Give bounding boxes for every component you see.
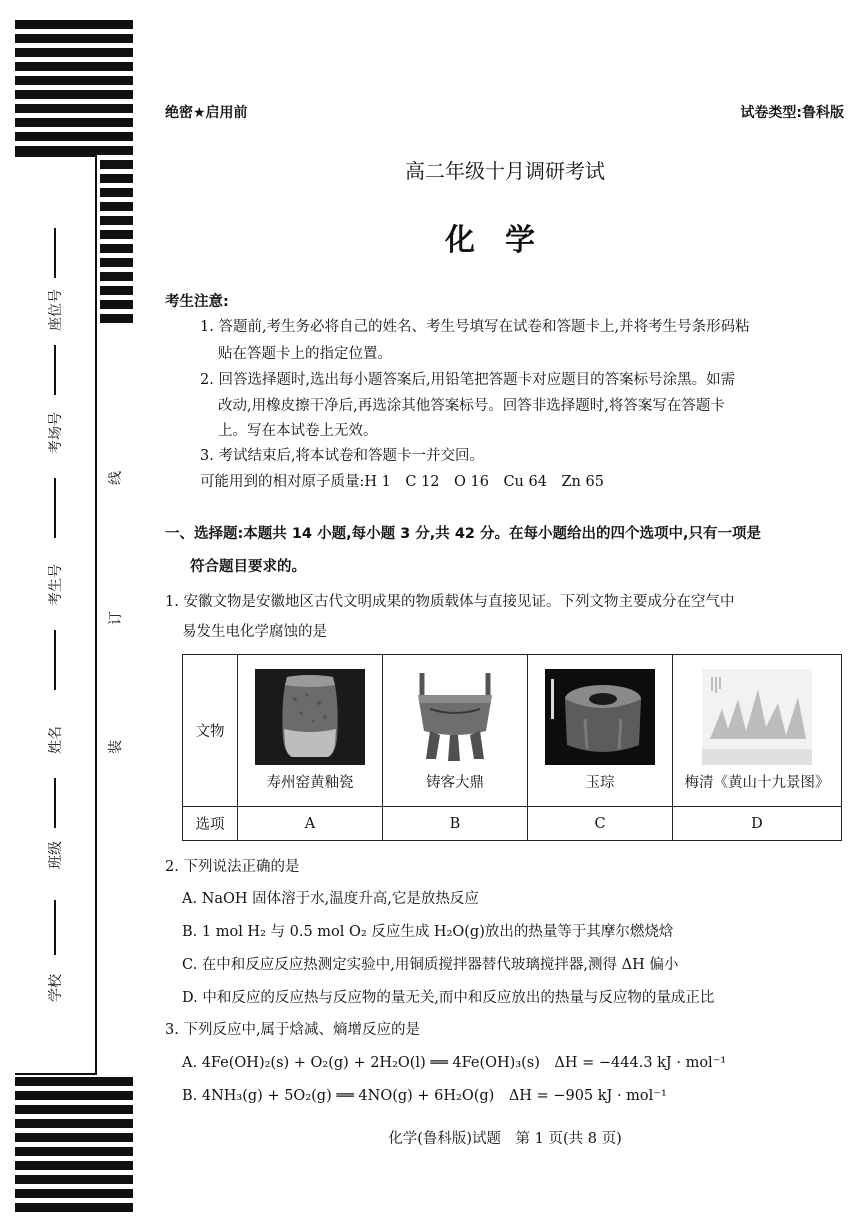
stripe <box>100 230 133 239</box>
binding-line <box>95 155 97 1075</box>
exam-title: 高二年级十月调研考试 <box>405 159 605 183</box>
stripe <box>100 258 133 267</box>
q2-option-c: C. 在中和反应反应热测定实验中,用铜质搅拌器替代玻璃搅拌器,测得 ΔH 偏小 <box>182 957 679 973</box>
artifact-name-c: 玉琮 <box>585 775 615 791</box>
seat-blank[interactable] <box>54 228 56 278</box>
stripe <box>15 1161 133 1170</box>
section-heading-cont: 符合题目要求的。 <box>190 559 306 575</box>
q3-option-b: B. 4NH₃(g) + 5O₂(g) ══ 4NO(g) + 6H₂O(g) ΔH = −905 kJ · mol⁻¹ <box>182 1088 667 1104</box>
stripe <box>100 188 133 197</box>
artifact-name-a: 寿州窑黄釉瓷 <box>266 775 354 791</box>
notice-item-2: 2. 回答选择题时,选出每小题答案后,用铅笔把答题卡对应题目的答案标号涂黑。如需 <box>200 372 736 388</box>
artifact-name-d: 梅清《黄山十九景图》 <box>684 775 830 791</box>
q1-stem: 1. 安徽文物是安徽地区古代文明成果的物质载体与直接见证。下列文物主要成分在空气中 <box>165 594 735 610</box>
stripe <box>15 104 133 113</box>
q2-stem: 2. 下列说法正确的是 <box>165 859 300 875</box>
room-label: 考场号 <box>48 412 64 454</box>
stripe <box>15 1189 133 1198</box>
artifact-cell-a <box>238 655 383 807</box>
jade-cong-image <box>545 669 655 765</box>
stripe <box>15 1175 133 1184</box>
exam-no-label: 考生号 <box>48 564 64 606</box>
stripe <box>100 174 133 183</box>
stripe <box>15 1147 133 1156</box>
page-footer: 化学(鲁科版)试题 第 1 页(共 8 页) <box>388 1131 622 1147</box>
name-blank[interactable] <box>54 630 56 690</box>
q1-stem-cont: 易发生电化学腐蚀的是 <box>182 624 327 640</box>
artifact-cell-c <box>528 655 673 807</box>
landscape-painting-image <box>702 669 812 765</box>
stripe <box>100 272 133 281</box>
class-label: 班级 <box>48 841 64 869</box>
room-blank[interactable] <box>54 345 56 395</box>
row-label-artifact: 文物 <box>183 655 238 807</box>
confidential-mark: 绝密★启用前 <box>165 105 248 121</box>
stripe <box>15 118 133 127</box>
school-label: 学校 <box>48 974 64 1002</box>
stripe <box>100 244 133 253</box>
stripe <box>15 1203 133 1212</box>
seat-label: 座位号 <box>48 289 64 331</box>
stripe <box>100 314 133 323</box>
notice-item-3: 3. 考试结束后,将本试卷和答题卡一并交回。 <box>200 448 485 464</box>
name-label: 姓名 <box>48 726 64 754</box>
row-label-option: 选项 <box>183 807 238 841</box>
stripe <box>15 76 133 85</box>
section-heading: 一、选择题:本题共 14 小题,每小题 3 分,共 42 分。在每小题给出的四个选项中,只有一项是 <box>165 526 762 542</box>
q2-option-d: D. 中和反应的反应热与反应物的量无关,而中和反应放出的热量与反应物的量成正比 <box>182 990 715 1006</box>
stripe <box>15 1077 133 1086</box>
stripe <box>15 1119 133 1128</box>
notice-item-2-cont: 改动,用橡皮擦干净后,再选涂其他答案标号。回答非选择题时,将答案写在答题卡 <box>218 398 725 414</box>
stripe <box>100 202 133 211</box>
stripe <box>100 300 133 309</box>
q3-option-a: A. 4Fe(OH)₂(s) + O₂(g) + 2H₂O(l) ══ 4Fe(OH)₃(s) ΔH = −444.3 kJ · mol⁻¹ <box>182 1055 727 1071</box>
bind-line-mark: 线 <box>108 471 124 485</box>
artifact-cell-d <box>673 655 842 807</box>
artifact-name-b: 铸客大鼎 <box>426 775 484 791</box>
notice-item-2-cont2: 上。写在本试卷上无效。 <box>218 423 378 439</box>
exam-no-blank[interactable] <box>54 478 56 538</box>
atomic-masses: 可能用到的相对原子质量:H 1 C 12 O 16 Cu 64 Zn 65 <box>200 474 604 490</box>
stripe <box>15 20 133 29</box>
porcelain-jar-image <box>255 669 365 765</box>
stripe <box>15 48 133 57</box>
option-d: D <box>673 807 842 841</box>
stripe <box>15 1133 133 1142</box>
subject-title: 化学 <box>445 223 565 258</box>
stripe <box>15 90 133 99</box>
paper-type: 试卷类型:鲁科版 <box>740 105 844 121</box>
stripe <box>100 286 133 295</box>
stripe <box>100 160 133 169</box>
q3-stem: 3. 下列反应中,属于焓减、熵增反应的是 <box>165 1022 421 1038</box>
bind-order-mark: 订 <box>108 611 124 625</box>
notice-item-1-cont: 贴在答题卡上的指定位置。 <box>218 346 392 362</box>
option-a: A <box>238 807 383 841</box>
artifact-cell-b <box>383 655 528 807</box>
stripe <box>15 146 133 155</box>
binding-line <box>15 155 97 157</box>
binding-line <box>15 1073 97 1075</box>
stripe <box>15 62 133 71</box>
school-blank[interactable] <box>54 900 56 955</box>
stripe <box>15 132 133 141</box>
q2-option-b: B. 1 mol H₂ 与 0.5 mol O₂ 反应生成 H₂O(g)放出的热量等于其摩尔燃烧焓 <box>182 924 674 940</box>
artifact-table <box>182 654 842 841</box>
bind-install-mark: 装 <box>108 740 124 754</box>
option-c: C <box>528 807 673 841</box>
bronze-ding-image <box>400 669 510 765</box>
stripe <box>15 34 133 43</box>
stripe <box>15 1105 133 1114</box>
notice-heading: 考生注意: <box>165 294 229 310</box>
stripe <box>100 216 133 225</box>
option-b: B <box>383 807 528 841</box>
stripe <box>15 1091 133 1100</box>
q2-option-a: A. NaOH 固体溶于水,温度升高,它是放热反应 <box>182 891 479 907</box>
notice-item-1: 1. 答题前,考生务必将自己的姓名、考生号填写在试卷和答题卡上,并将考生号条形码粘 <box>200 319 750 335</box>
